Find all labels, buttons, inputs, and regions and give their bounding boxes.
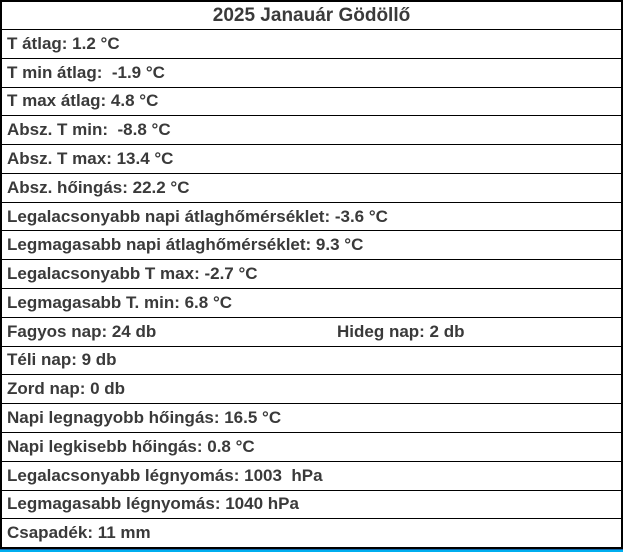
table-row [2,115,621,144]
row-label: Absz. T max: 13.4 °C [7,149,174,169]
table-row [2,490,621,519]
table-title: 2025 Janauár Gödöllő [212,4,411,26]
row-label: Legmagasabb légnyomás: 1040 hPa [7,494,299,514]
table-row [2,317,621,346]
table-row [2,173,621,202]
row-label: Napi legkisebb hőingás: 0.8 °C [7,436,255,456]
table-row [2,230,621,259]
table-row [2,29,621,58]
row-label: Napi legnagyobb hőingás: 16.5 °C [7,408,282,428]
table-row [2,432,621,461]
row-label: Legalacsonyabb napi átlaghőmérséklet: -3.6 °C [7,206,388,226]
row-label: Legmagasabb napi átlaghőmérséklet: 9.3 °C [7,235,364,255]
row-label: Csapadék: 11 mm [7,523,151,543]
row-label: Legalacsonyabb T max: -2.7 °C [7,264,258,284]
table-row [2,461,621,490]
table-row [2,288,621,317]
row-label: Legalacsonyabb légnyomás: 1003 hPa [7,465,323,485]
bottom-selection-line [0,549,623,552]
table-row [2,58,621,87]
row-label: Hideg nap: 2 db [337,321,465,341]
row-label: Absz. T min: -8.8 °C [7,120,171,140]
row-label: Fagyos nap: 24 db [7,321,157,341]
row-label: T min átlag: -1.9 °C [7,62,165,82]
table-row [2,259,621,288]
row-label: Téli nap: 9 db [7,350,117,370]
table-rows [2,29,621,547]
row-label: T átlag: 1.2 °C [7,33,120,53]
row-label: Absz. hőingás: 22.2 °C [7,177,190,197]
table-row [2,518,621,547]
table-row [2,202,621,231]
row-label: T max átlag: 4.8 °C [7,91,159,111]
table-row [2,403,621,432]
row-label: Zord nap: 0 db [7,379,126,399]
row-label: Legmagasabb T. min: 6.8 °C [7,292,233,312]
table-row [2,374,621,403]
table-row [2,346,621,375]
table-row [2,144,621,173]
table-row [2,87,621,116]
